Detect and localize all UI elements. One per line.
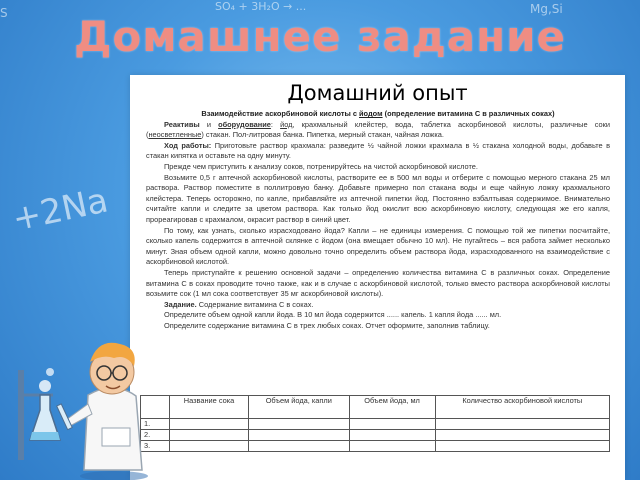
doc-paragraph: По тому, как узнать, сколько израсходовано йода? Капли – не единицы измерения. С помощью той же пипетки посчитайте, сколько капель содержится в аптечной склянке с йодом (она вмещает обычно 10 мл). Не пугайтесь – вся работа займет несколько минут. Зная объем одной капли, можно довольно точно определить объем раствора йода, израсходованного на взаимодействие с аскорбиновой кислотой.	[146, 225, 610, 267]
table-cell	[249, 441, 350, 452]
doc-text-fragment: , крахмальный клейстер, вода, таблетка аскорбиновой кислоты, различные соки (	[146, 119, 610, 140]
slide-subtitle: Домашний опыт	[287, 81, 468, 105]
scientist-illustration	[18, 300, 153, 480]
table-header-cell: Объем йода, мл	[349, 396, 435, 419]
doc-text-fragment: и	[199, 119, 219, 129]
doc-text-fragment: неосветленные	[148, 130, 202, 140]
bg-formula: Mg,Si	[530, 2, 563, 16]
doc-text-fragment: йод	[280, 119, 293, 129]
table-header-row	[141, 396, 610, 419]
lab-stand	[18, 370, 24, 460]
document-text	[146, 109, 610, 331]
table-cell	[170, 419, 249, 430]
doc-task	[146, 300, 610, 311]
doc-text-fragment: Приготовьте раствор крахмала: разведите ½ чайной ложки крахмала в ½ стакана холодной воды, добавьте в стакан кипятка и оставьте на одну минуту.	[146, 140, 611, 161]
table-cell	[170, 441, 249, 452]
content-panel	[130, 75, 625, 480]
table-cell: 1.	[141, 419, 170, 430]
table-cell	[249, 430, 350, 441]
doc-paragraph: Прежде чем приступить к анализу соков, потренируйтесь на чистой аскорбиновой кислоте.	[164, 161, 478, 171]
bg-formula: +2Na	[8, 180, 112, 240]
equipment-label: оборудование	[218, 119, 271, 129]
reagents-label: Реактивы	[164, 119, 200, 129]
bg-formula: SO₄ + 3H₂O → ...	[215, 0, 307, 13]
doc-paragraph: Теперь приступайте к решению основной задачи – определению количества витамина С в различных соках. Определение витамина С в соках проводите точно также, как и в случае с аскорбиновой кислотой, только вместо раствора аскорбиновой кислоты возьмите сок (1 мл сока соответствует 35 мг аскорбиновой кислоты).	[146, 267, 610, 299]
table-cell	[435, 430, 609, 441]
work-label: Ход работы:	[164, 140, 212, 150]
table-cell	[435, 419, 609, 430]
doc-reagents	[146, 120, 610, 141]
table-header-cell: Количество аскорбиновой кислоты	[435, 396, 609, 419]
doc-work	[146, 141, 610, 162]
table-cell: 3.	[141, 441, 170, 452]
doc-task-item: Определите объем одной капли йода. В 10 мл йода содержится ...... капель. 1 капля йода ...... мл.	[164, 310, 502, 320]
table-row	[141, 430, 610, 441]
doc-heading-iodine: йодом	[359, 109, 383, 118]
doc-heading	[146, 109, 610, 120]
doc-heading-text: Взаимодействие аскорбиновой кислоты с	[201, 109, 360, 118]
task-label: Задание.	[164, 299, 197, 309]
table-cell	[349, 430, 435, 441]
table-cell	[349, 441, 435, 452]
results-table	[140, 395, 610, 452]
table-cell	[349, 419, 435, 430]
table-cell	[249, 419, 350, 430]
shadow	[80, 471, 148, 480]
flask-liquid	[30, 432, 60, 440]
doc-paragraph: Возьмите 0,5 г аптечной аскорбиновой кислоты, растворите ее в 500 мл воды и отберите с помощью мерного стакана 25 мл раствора. Раствор поместите в поллитровую банку. Добавьте примерно пол стакана воды и еще чайную ложку крахмального клейстера. Теперь осторожно, по капле, прибавляйте из аптечной пипетки йод. Постоянно взбалтывая содержимое. Внимательно считайте капли и следите за цветом раствора. Как только йод окислит всю аскорбиновую кислоту, следующая же его капля, прореагировав с крахмалом, окрасит раствор в синий цвет.	[146, 172, 610, 224]
table-cell: 2.	[141, 430, 170, 441]
bubble	[46, 368, 54, 376]
table-cell	[435, 441, 609, 452]
doc-text-fragment: :	[270, 119, 281, 129]
slide-title: Домашнее задание	[73, 12, 567, 61]
table-cell	[170, 430, 249, 441]
doc-text-fragment: ) стакан. Пол-литровая банка. Пипетка, мерный стакан, чайная ложка.	[201, 130, 444, 140]
bg-formula: S	[0, 6, 8, 20]
table-row	[141, 419, 610, 430]
doc-task-item: Определите содержание витамина С в трех любых соках. Отчет оформите, заполнив таблицу.	[164, 320, 490, 330]
table-header-cell: Объем йода, капли	[249, 396, 350, 419]
table-header-cell: Название сока	[170, 396, 249, 419]
doc-text-fragment: Содержание витамина С в соках.	[196, 299, 314, 309]
table-row	[141, 441, 610, 452]
coat-pocket	[102, 428, 130, 446]
bubble	[39, 380, 51, 392]
doc-heading-suffix: (определение витамина С в различных соках)	[382, 109, 555, 118]
